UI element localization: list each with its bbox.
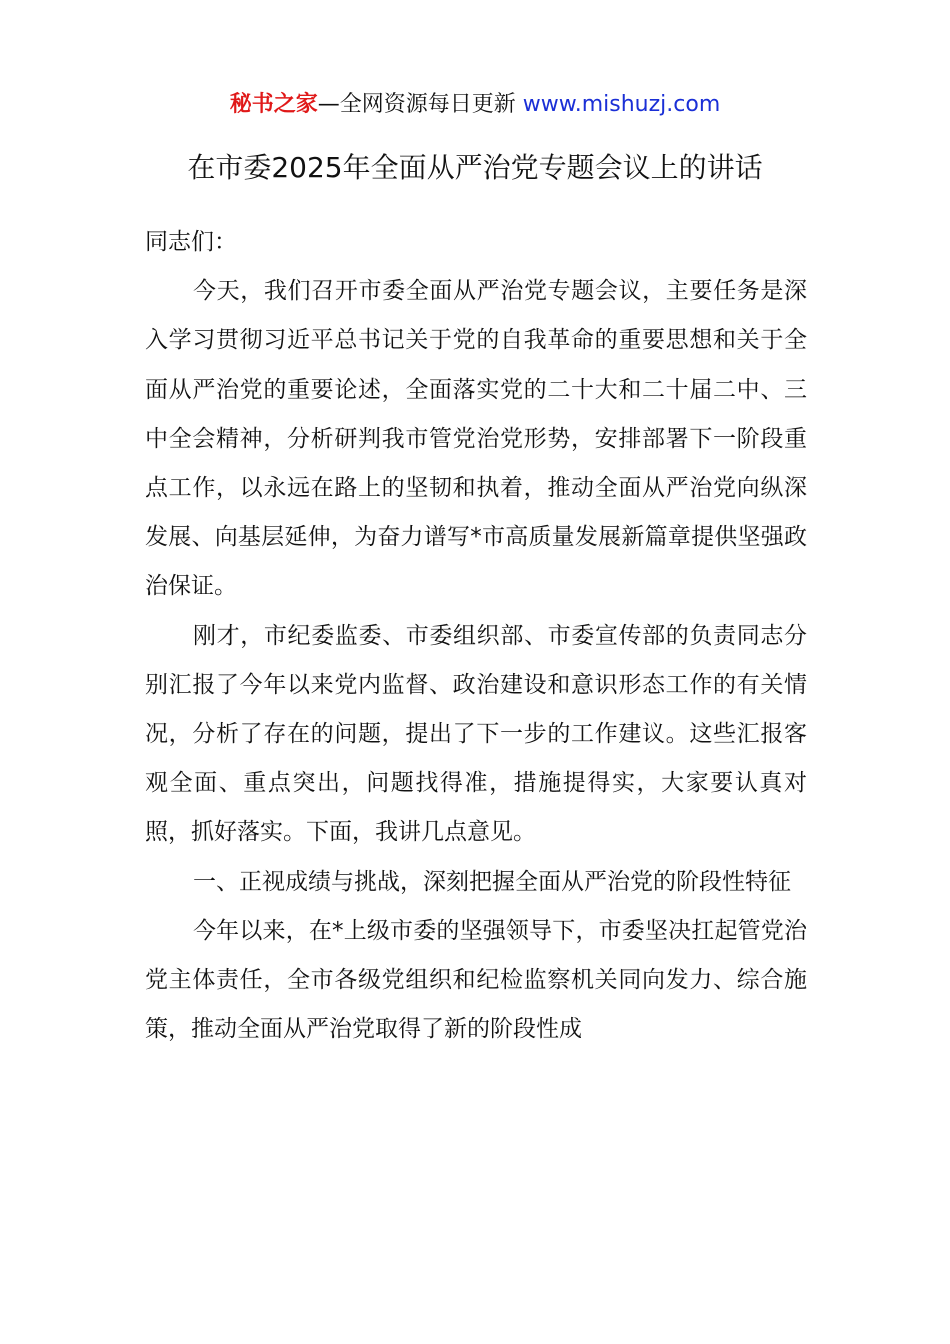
salutation: 同志们： bbox=[145, 229, 237, 255]
site-url-link[interactable]: www.mishuzj.com bbox=[522, 92, 721, 117]
document-body bbox=[145, 218, 807, 1054]
brand-name: 秘书之家 bbox=[229, 92, 318, 117]
site-header bbox=[0, 88, 950, 122]
paragraph-reports: 刚才，市纪委监委、市委组织部、市委宣传部的负责同志分别汇报了今年以来党内监督、政治建设和意识形态工作的有关情况，分析了存在的问题，提出了下一步的工作建议。这些汇报客观全面、重点突出，问题找得准，措施提得实，大家要认真对照，抓好落实。下面，我讲几点意见。 bbox=[145, 622, 807, 846]
section-heading: 一、正视成绩与挑战，深刻把握全面从严治党的阶段性特征 bbox=[193, 868, 791, 895]
header-slogan: —全网资源每日更新 bbox=[317, 92, 523, 117]
paragraph-achievements: 今年以来，在*上级市委的坚强领导下，市委坚决扛起管党治党主体责任，全市各级党组织和纪检监察机关同向发力、综合施策，推动全面从严治党取得了新的阶段性成 bbox=[145, 917, 807, 1043]
paragraph-intro: 今天，我们召开市委全面从严治党专题会议，主要任务是深入学习贯彻习近平总书记关于党的自我革命的重要思想和关于全面从严治党的重要论述，全面落实党的二十大和二十届二中、三中全会精神，分析研判我市管党治党形势，安排部署下一阶段重点工作，以永远在路上的坚韧和执着，推动全面从严治党向纵深发展、向基层延伸，为奋力谱写*市高质量发展新篇章提供坚强政治保证。 bbox=[145, 278, 807, 600]
document-title: 在市委2025年全面从严治党专题会议上的讲话 bbox=[187, 151, 763, 184]
